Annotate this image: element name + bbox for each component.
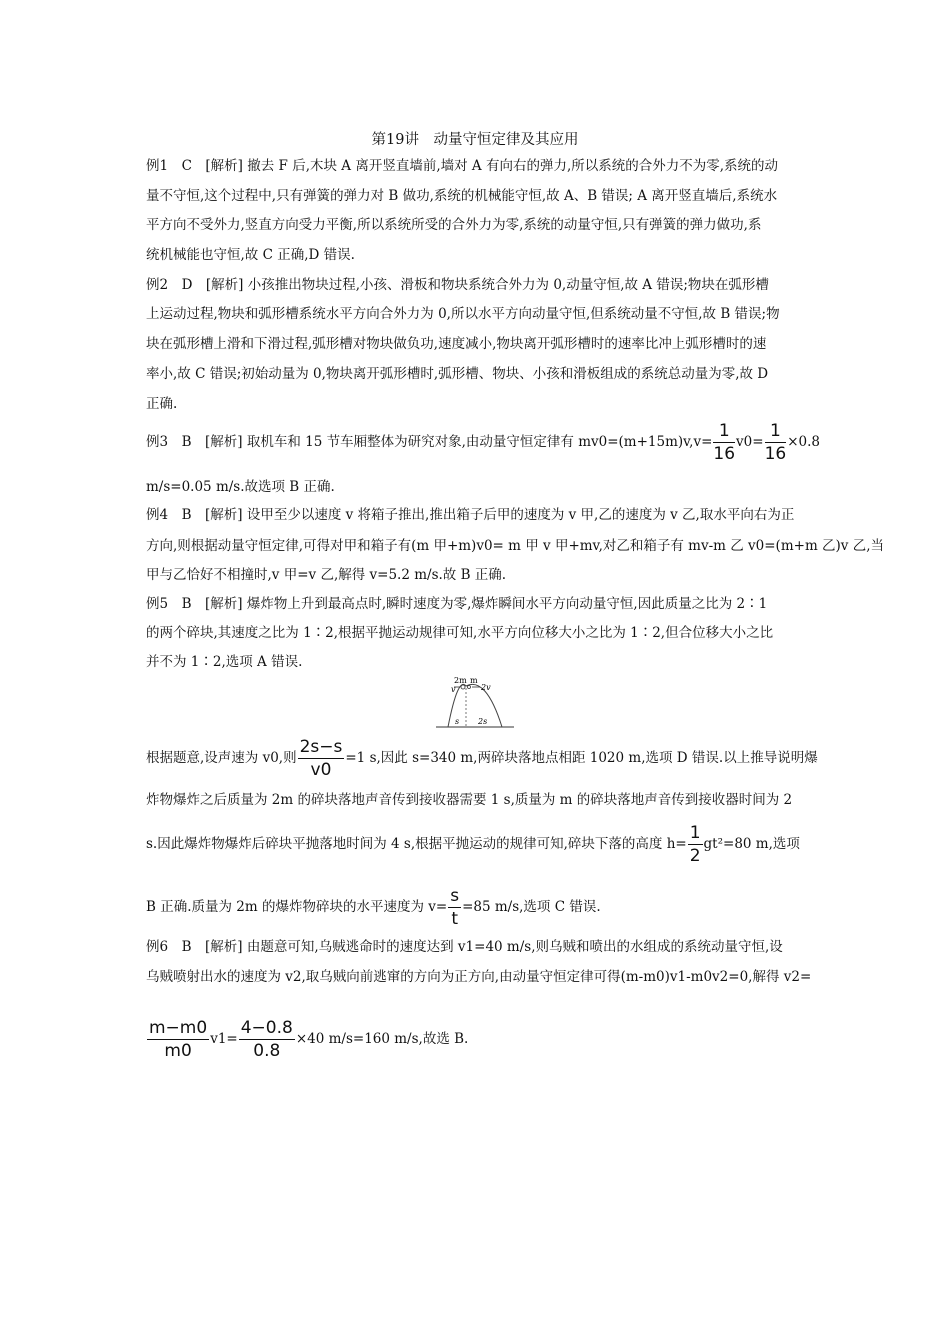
ex2-line-5: 正确. — [146, 396, 178, 412]
ex3-fraction-2: $\frac{1}{16}$ — [764, 421, 787, 464]
projectile-diagram — [436, 676, 516, 732]
ex6-line-2: 乌贼喷射出水的速度为 v2,取乌贼向前逃窜的方向为正方向,由动量守恒定律可得(m-m0)v1-m0v2=0,解得 v2= — [146, 969, 812, 985]
ex3-prefix: 例3 B [解析] 取机车和 15 节车厢整体为研究对象,由动量守恒定律有 — [146, 434, 579, 450]
ex3-line-2: m/s=0.05 m/s.故选项 B 正确. — [146, 479, 335, 495]
ex5-para-3-prefix: s.因此爆炸物爆炸后碎块平抛落地时间为 4 s,根据平抛运动的规律可知,碎块下落的高度 h= — [146, 836, 687, 852]
ex3-mid: v0= — [736, 434, 764, 450]
ex2-line-4: 率小,故 C 错误;初始动量为 0,物块离开弧形槽时,弧形槽、物块、小孩和滑板组成的系统总动量为零,故 D — [146, 366, 769, 382]
ex6-mass-fraction: $\frac{m-m0}{m0}$ — [149, 1018, 208, 1061]
ex5-para-3-suffix: gt²=80 m,选项 — [703, 836, 800, 852]
page-title: 第19讲 动量守恒定律及其应用 — [371, 132, 579, 148]
ex3-equation: mv0=(m+15m)v,v= — [578, 434, 713, 450]
ex1-line-2: 量不守恒,这个过程中,只有弹簧的弹力对 B 做功,系统的机械能守恒,故 A、B 错误; A 离开竖直墙后,系统水 — [146, 188, 778, 204]
ex1-line-4: 统机械能也守恒,故 C 正确,D 错误. — [146, 247, 355, 263]
ex1-line-3: 平方向不受外力,竖直方向受力平衡,所以系统所受的合外力为零,系统的动量守恒,只有弹簧的弹力做功,系 — [146, 217, 762, 233]
label-2v: 2v — [481, 683, 491, 692]
ex3-fraction-1: $\frac{1}{16}$ — [713, 421, 736, 464]
ex5-para-4-prefix: B 正确.质量为 2m 的爆炸物碎块的水平速度为 v= — [146, 899, 448, 915]
label-v: v — [451, 685, 456, 694]
ex5-para-1-suffix: =1 s,因此 s=340 m,两碎块落地点相距 1020 m,选项 D 错误.以上推导说明爆 — [345, 750, 818, 766]
ex5-para-4-suffix: =85 m/s,选项 C 错误. — [462, 899, 601, 915]
ex5-line-2: 的两个碎块,其速度之比为 1∶2,根据平抛运动规律可知,水平方向位移大小之比为 1∶2,但合位移大小之比 — [146, 625, 774, 641]
ex4-line-3: 甲与乙恰好不相撞时,v 甲=v 乙,解得 v=5.2 m/s.故 B 正确. — [146, 567, 507, 583]
ex2-line-2: 上运动过程,物块和弧形槽系统水平方向合外力为 0,所以水平方向动量守恒,但系统动量不守恒,故 B 错误;物 — [146, 306, 780, 322]
ex5-para-1-prefix: 根据题意,设声速为 v0,则 — [146, 750, 297, 766]
ex6-mid: v1= — [210, 1031, 238, 1047]
ex5-sound-fraction: $\frac{2s-s}{v0}$ — [299, 737, 343, 780]
label-2s: 2s — [478, 717, 488, 726]
ex2-line-3: 块在弧形槽上滑和下滑过程,弧形槽对物块做负功,速度减小,物块离开弧形槽时的速率比冲上弧形槽时的速 — [146, 336, 767, 352]
label-s: s — [455, 717, 460, 726]
ex2-line-1: 例2 D [解析] 小孩推出物块过程,小孩、滑板和物块系统合外力为 0,动量守恒,故 A 错误;物块在弧形槽 — [146, 277, 769, 293]
ex5-line-1: 例5 B [解析] 爆炸物上升到最高点时,瞬时速度为零,爆炸瞬间水平方向动量守恒,因此质量之比为 2∶1 — [146, 596, 768, 612]
ex4-line-2: 方向,则根据动量守恒定律,可得对甲和箱子有(m 甲+m)v0= m 甲 v 甲+mv,对乙和箱子有 mv-m 乙 v0=(m+m 乙)v 乙,当 — [146, 538, 885, 554]
ex3-suffix: ×0.8 — [787, 434, 820, 450]
ex6-value-fraction: $\frac{4-0.8}{0.8}$ — [240, 1018, 293, 1061]
ex5-para-4 — [146, 885, 601, 930]
ex5-para-2: 炸物爆炸之后质量为 2m 的碎块落地声音传到接收器需要 1 s,质量为 m 的碎块落地声音传到接收器时间为 2 — [146, 792, 793, 808]
ex5-line-3: 并不为 1∶2,选项 A 错误. — [146, 654, 303, 670]
ex5-para-3 — [146, 822, 800, 867]
ex4-line-1: 例4 B [解析] 设甲至少以速度 v 将箱子推出,推出箱子后甲的速度为 v 甲,乙的速度为 v 乙,取水平向右为正 — [146, 507, 795, 523]
ex1-line-1: 例1 C [解析] 撤去 F 后,木块 A 离开竖直墙前,墙对 A 有向右的弹力,所以系统的合外力不为零,系统的动 — [146, 158, 779, 174]
ex6-suffix: ×40 m/s=160 m/s,故选 B. — [295, 1031, 469, 1047]
ex6-line-3 — [146, 1017, 468, 1062]
ex3-line-1 — [146, 420, 820, 465]
label-m: m — [470, 676, 478, 685]
ex6-line-1: 例6 B [解析] 由题意可知,乌贼逃命时的速度达到 v1=40 m/s,则乌贼和喷出的水组成的系统动量守恒,设 — [146, 939, 783, 955]
label-2m: 2m — [454, 676, 467, 685]
fragment-m — [468, 686, 471, 689]
fragment-2m — [461, 685, 465, 689]
ex5-half-fraction: $\frac{1}{2}$ — [689, 823, 701, 866]
ex5-para-1 — [146, 736, 818, 781]
ex5-velocity-fraction: $\frac{s}{t}$ — [450, 886, 460, 929]
